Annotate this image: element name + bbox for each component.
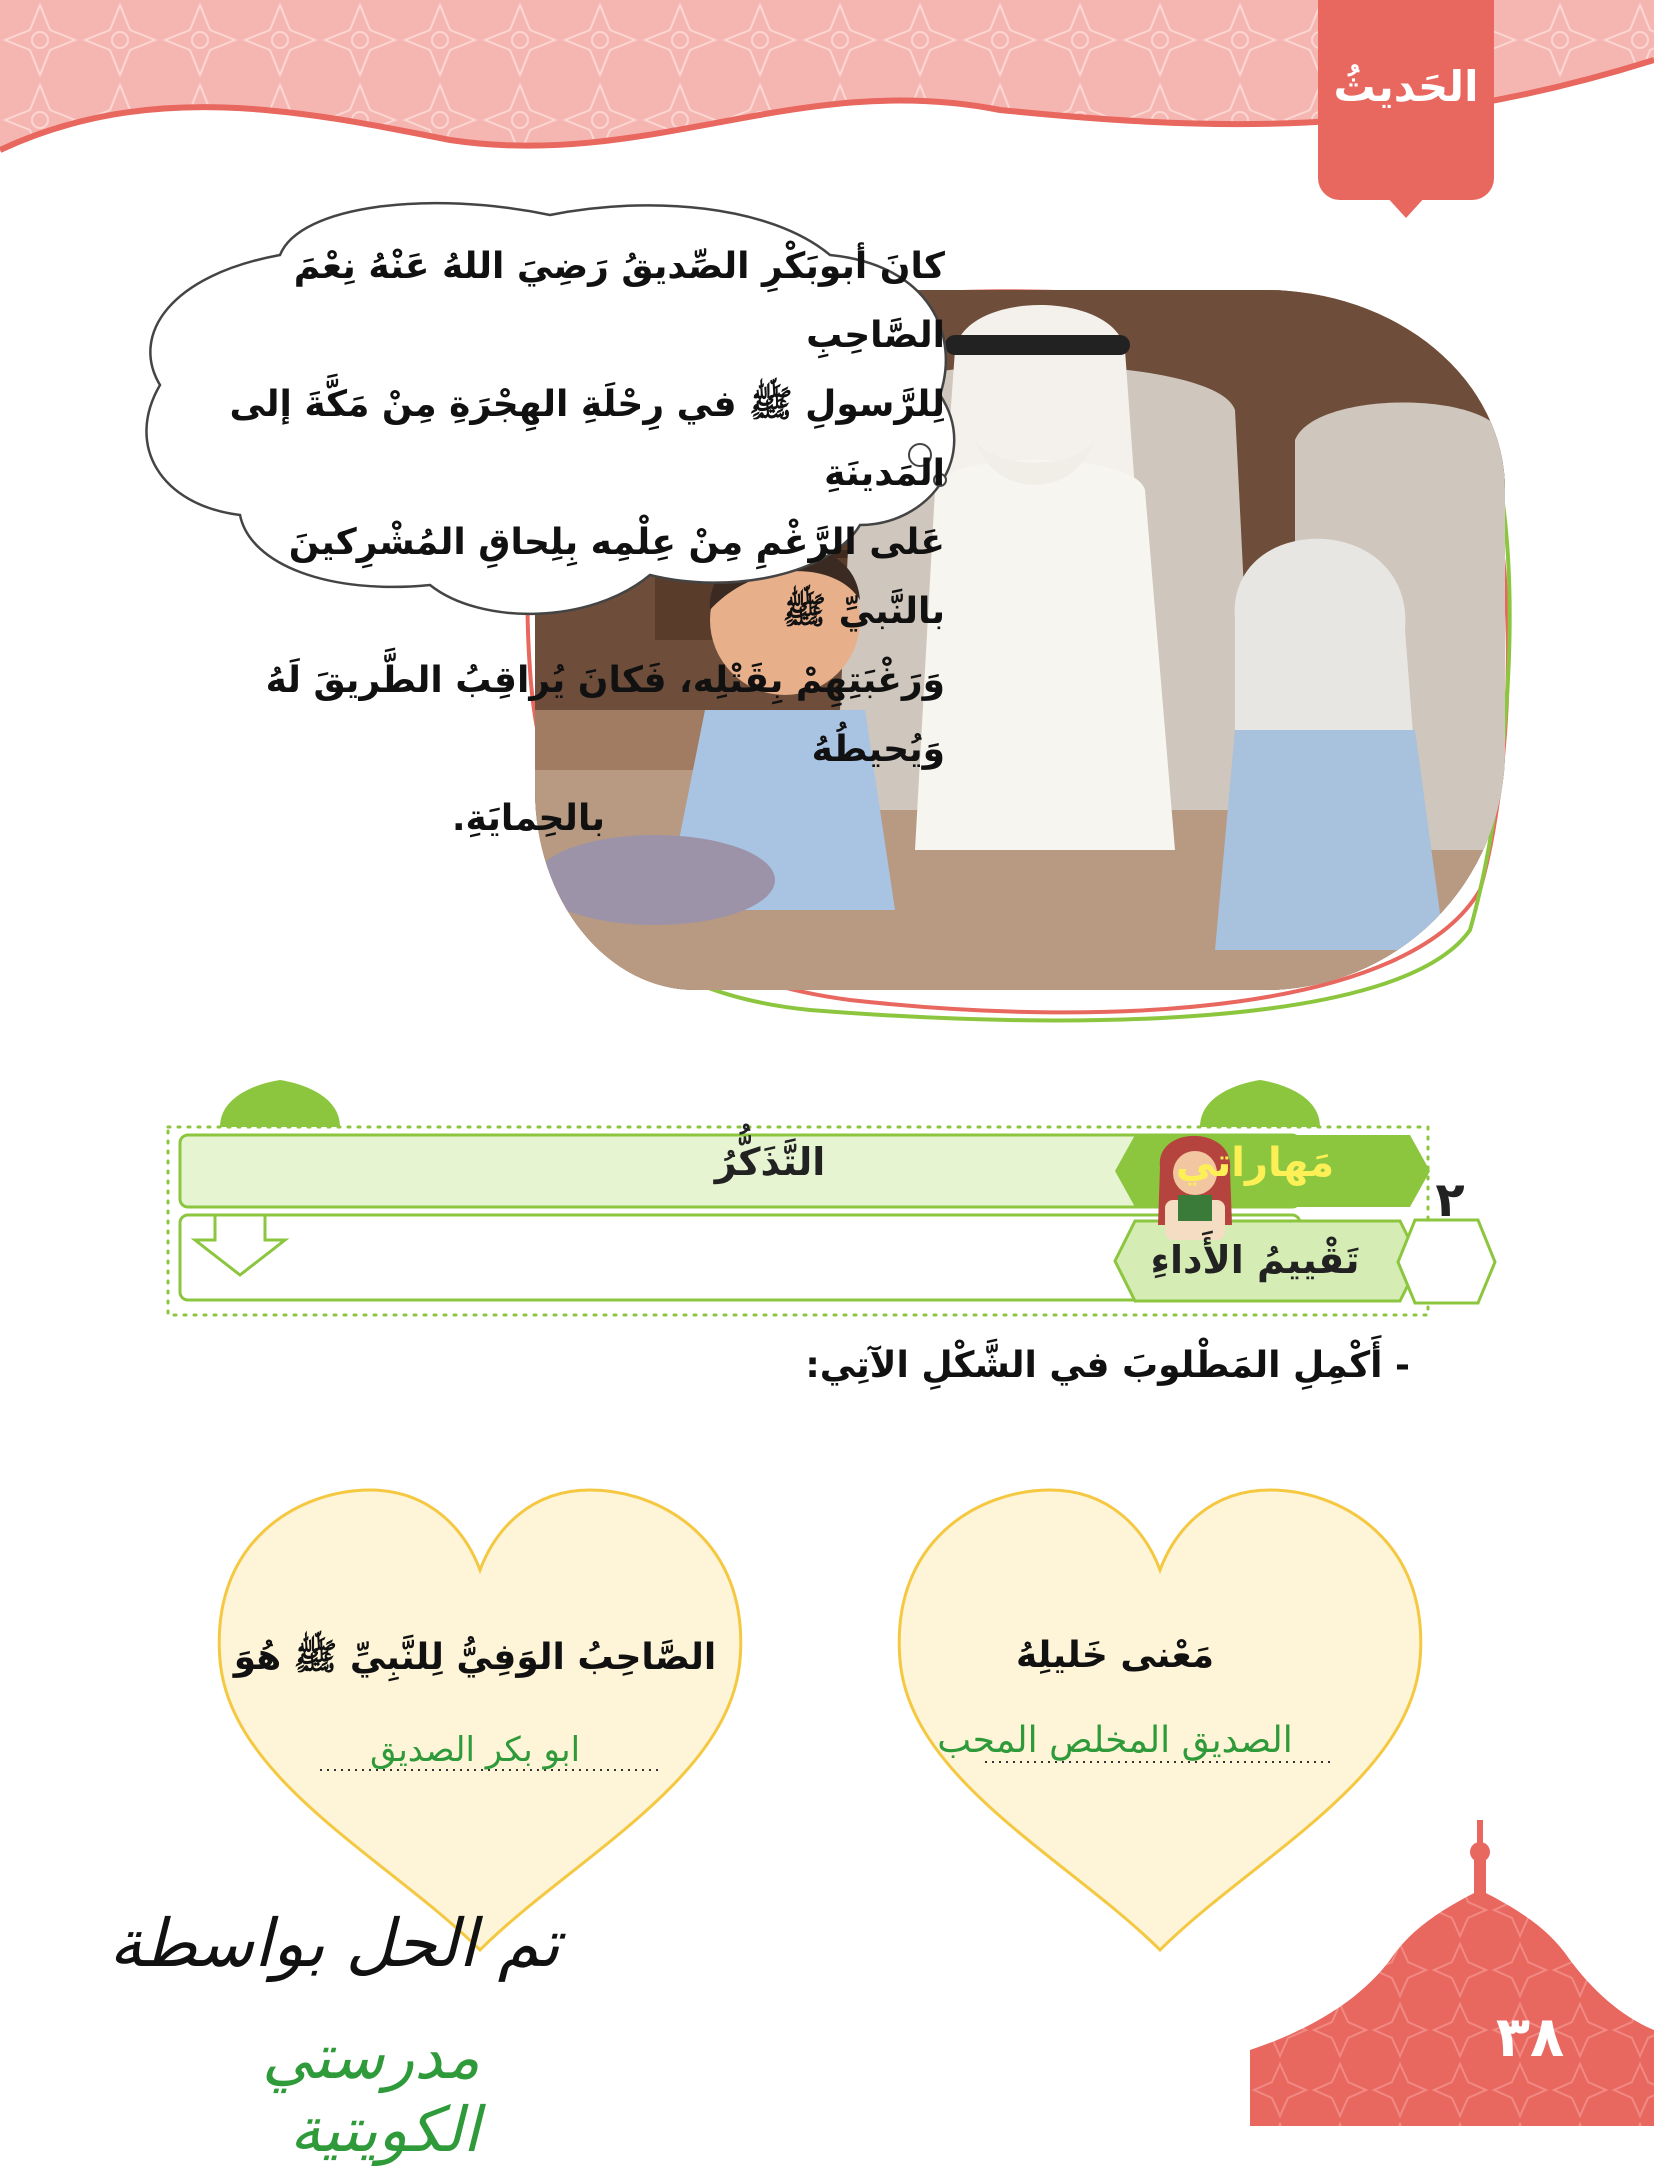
watermark-line-1: تم الحل بواسطة: [109, 1905, 560, 1982]
skills-bar: [160, 1075, 1500, 1320]
skill-title: التَّذَكُّرُ: [714, 1140, 826, 1184]
heart-right-question: مَعْنى خَليلِهُ: [1015, 1635, 1215, 1676]
story-line: لِلرَّسولِ ﷺ في رِحْلَةِ الهِجْرَةِ مِنْ مَكَّةَ إلى المَدينَةِ: [229, 384, 945, 494]
story-line: كانَ أبوبَكْرِ الصِّديقُ رَضِيَ اللهُ عَنْهُ نِعْمَ الصَّاحِبِ: [293, 246, 945, 356]
heart-left-question: الصَّاحِبُ الوَفِيُّ لِلنَّبِيِّ ﷺ هُوَ: [233, 1637, 717, 1678]
skills-label: مَهاراتي: [1175, 1140, 1335, 1186]
evaluation-label: تَقْييمُ الأَداءِ: [1150, 1238, 1360, 1282]
story-text: [185, 232, 945, 853]
heart-left: [210, 1480, 750, 1960]
section-tab-pointer: [1386, 196, 1426, 218]
activity-number: ٢: [1435, 1172, 1465, 1228]
story-line: وَرَغْبَتِهِمْ بِقَتْلِه، فَكانَ يُراقِبُ الطَّريقَ لَهُ وَيُحيطُهُ: [265, 660, 945, 770]
page-number: ٣٨: [1495, 2005, 1565, 2070]
story-line: بالحِمايَةِ.: [451, 798, 605, 839]
story-line: عَلى الرَّغْمِ مِنْ عِلْمِه بِلِحاقِ المُشْرِكينَ بالنَّبيِّ ﷺ: [288, 522, 945, 632]
instruction-text: - أَكْمِلِ المَطْلوبَ في الشَّكْلِ الآتِي:: [805, 1345, 1410, 1386]
section-title: الحَديثُ: [1333, 62, 1479, 111]
page-number-dome: [1250, 1820, 1654, 2126]
heart-right-answer[interactable]: الصديق المخلص المحب: [937, 1720, 1293, 1761]
watermark-line-2: مدرستي الكويتية: [261, 2020, 480, 2166]
heart-left-answer[interactable]: ابو بكر الصديق: [369, 1730, 581, 1770]
